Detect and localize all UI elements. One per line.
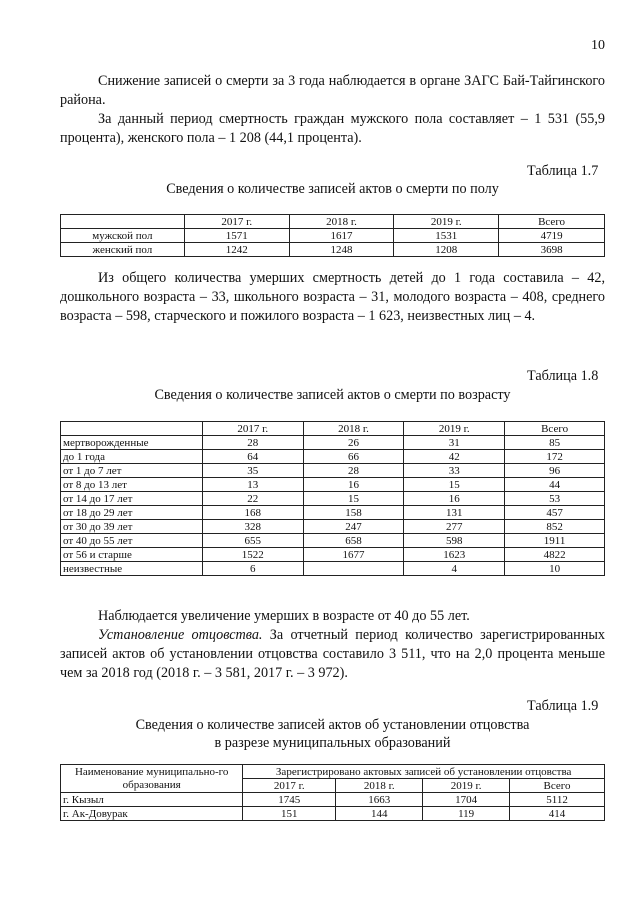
table-cell bbox=[303, 562, 404, 576]
table-row bbox=[61, 436, 605, 450]
table-cell: 1522 bbox=[202, 548, 303, 562]
table-header-cell: Всего bbox=[499, 215, 605, 229]
row-label: женский пол bbox=[61, 243, 185, 257]
table-cell: 655 bbox=[202, 534, 303, 548]
table-1-9 bbox=[60, 764, 605, 821]
table-cell: 6 bbox=[202, 562, 303, 576]
table-header-cell: Всего bbox=[505, 422, 605, 436]
table-cell: 1677 bbox=[303, 548, 404, 562]
table-header-row bbox=[61, 765, 605, 779]
row-label: от 8 до 13 лет bbox=[61, 478, 203, 492]
table-cell: 16 bbox=[404, 492, 505, 506]
table-cell: 85 bbox=[505, 436, 605, 450]
table-cell: 22 bbox=[202, 492, 303, 506]
table-header-cell bbox=[61, 215, 185, 229]
row-label: мужской пол bbox=[61, 229, 185, 243]
paragraph-5 bbox=[60, 626, 605, 683]
table-cell: 4822 bbox=[505, 548, 605, 562]
table-cell: 28 bbox=[303, 464, 404, 478]
table-cell: 168 bbox=[202, 506, 303, 520]
row-label: г. Кызыл bbox=[61, 793, 243, 807]
table-cell: 15 bbox=[303, 492, 404, 506]
table-header-row bbox=[61, 215, 605, 229]
table-header-cell: 2019 г. bbox=[423, 779, 510, 793]
paragraph-1: Снижение записей о смерти за 3 года наблюдается в органе ЗАГС Бай-Тайгинского района. bbox=[60, 73, 605, 108]
paragraph-5-text: За отчетный период количество зарегистрированных записей актов об установлении отцовства составило 3 511, что на 2,0 процента меньше чем за 2018 год (2018 г. – 3 581, 2017 г. – 3 972). bbox=[60, 627, 605, 681]
table-cell: 328 bbox=[202, 520, 303, 534]
table-header-cell: 2019 г. bbox=[404, 422, 505, 436]
table-cell: 1248 bbox=[289, 243, 394, 257]
header-municipality: Наименование муниципально-го образования bbox=[61, 765, 243, 793]
table-cell: 13 bbox=[202, 478, 303, 492]
table-header-cell: 2019 г. bbox=[394, 215, 499, 229]
table-header-cell: 2018 г. bbox=[289, 215, 394, 229]
page-number: 10 bbox=[591, 38, 605, 53]
table-1-9-label: Таблица 1.9 bbox=[527, 698, 599, 714]
table-header-cell bbox=[61, 422, 203, 436]
table-cell: 10 bbox=[505, 562, 605, 576]
table-row bbox=[61, 534, 605, 548]
row-label: от 1 до 7 лет bbox=[61, 464, 203, 478]
table-row bbox=[61, 506, 605, 520]
table-row bbox=[61, 464, 605, 478]
paternity-heading: Установление отцовства. bbox=[98, 627, 263, 643]
table-row bbox=[61, 520, 605, 534]
row-label: от 40 до 55 лет bbox=[61, 534, 203, 548]
table-cell: 1617 bbox=[289, 229, 394, 243]
table-cell: 1208 bbox=[394, 243, 499, 257]
table-header-cell: 2017 г. bbox=[243, 779, 336, 793]
table-cell: 66 bbox=[303, 450, 404, 464]
row-label: от 14 до 17 лет bbox=[61, 492, 203, 506]
table-cell: 33 bbox=[404, 464, 505, 478]
table-cell: 53 bbox=[505, 492, 605, 506]
table-1-9-title-2: в разрезе муниципальных образований bbox=[214, 735, 451, 751]
table-cell: 15 bbox=[404, 478, 505, 492]
header-registered: Зарегистрировано актовых записей об установлении отцовства bbox=[243, 765, 605, 779]
table-header-cell: 2017 г. bbox=[184, 215, 289, 229]
table-cell: 1531 bbox=[394, 229, 499, 243]
table-cell: 4 bbox=[404, 562, 505, 576]
table-1-8 bbox=[60, 421, 605, 576]
table-cell: 5112 bbox=[510, 793, 605, 807]
table-cell: 1704 bbox=[423, 793, 510, 807]
row-label: до 1 года bbox=[61, 450, 203, 464]
table-header-cell: 2018 г. bbox=[336, 779, 423, 793]
table-cell: 96 bbox=[505, 464, 605, 478]
table-cell: 131 bbox=[404, 506, 505, 520]
table-cell: 158 bbox=[303, 506, 404, 520]
table-cell: 1663 bbox=[336, 793, 423, 807]
paragraph-4: Наблюдается увеличение умерших в возрасте от 40 до 55 лет. bbox=[98, 608, 470, 624]
table-1-9-title-1: Сведения о количестве записей актов об установлении отцовства bbox=[135, 717, 530, 733]
row-label: от 56 и старше bbox=[61, 548, 203, 562]
row-label: мертворожденные bbox=[61, 436, 203, 450]
table-cell: 1242 bbox=[184, 243, 289, 257]
table-cell: 3698 bbox=[499, 243, 605, 257]
table-cell: 28 bbox=[202, 436, 303, 450]
table-cell: 26 bbox=[303, 436, 404, 450]
table-cell: 277 bbox=[404, 520, 505, 534]
row-label: от 30 до 39 лет bbox=[61, 520, 203, 534]
table-1-8-title: Сведения о количестве записей актов о смерти по возрасту bbox=[154, 387, 511, 403]
table-cell: 658 bbox=[303, 534, 404, 548]
table-cell: 1571 bbox=[184, 229, 289, 243]
table-1-7-label: Таблица 1.7 bbox=[527, 163, 599, 179]
table-cell: 414 bbox=[510, 807, 605, 821]
table-cell: 1745 bbox=[243, 793, 336, 807]
table-row bbox=[61, 478, 605, 492]
table-cell: 144 bbox=[336, 807, 423, 821]
table-row bbox=[61, 562, 605, 576]
row-label: г. Ак-Довурак bbox=[61, 807, 243, 821]
table-cell: 457 bbox=[505, 506, 605, 520]
table-cell: 151 bbox=[243, 807, 336, 821]
table-1-7 bbox=[60, 214, 605, 257]
table-1-7-title: Сведения о количестве записей актов о смерти по полу bbox=[166, 181, 499, 197]
table-cell: 16 bbox=[303, 478, 404, 492]
paragraph-2: За данный период смертность граждан мужского пола составляет – 1 531 (55,9 процента), женского пола – 1 208 (44,1 процента). bbox=[60, 111, 605, 146]
table-cell: 42 bbox=[404, 450, 505, 464]
table-row bbox=[61, 243, 605, 257]
table-cell: 172 bbox=[505, 450, 605, 464]
table-cell: 1911 bbox=[505, 534, 605, 548]
table-1-8-label: Таблица 1.8 bbox=[527, 368, 599, 384]
table-cell: 64 bbox=[202, 450, 303, 464]
table-row bbox=[61, 807, 605, 821]
table-cell: 35 bbox=[202, 464, 303, 478]
table-cell: 119 bbox=[423, 807, 510, 821]
table-cell: 44 bbox=[505, 478, 605, 492]
table-row bbox=[61, 229, 605, 243]
table-cell: 31 bbox=[404, 436, 505, 450]
table-cell: 598 bbox=[404, 534, 505, 548]
table-header-cell: Всего bbox=[510, 779, 605, 793]
table-cell: 852 bbox=[505, 520, 605, 534]
table-cell: 4719 bbox=[499, 229, 605, 243]
table-header-cell: 2017 г. bbox=[202, 422, 303, 436]
table-header-cell: 2018 г. bbox=[303, 422, 404, 436]
paragraph-3: Из общего количества умерших смертность детей до 1 года составила – 42, дошкольного возраста – 33, школьного возраста – 31, молодого возраста – 408, среднего возраста – 598, старческого и пожилого возраста – 1 623, неизвестных лиц – 4. bbox=[60, 270, 605, 324]
row-label: от 18 до 29 лет bbox=[61, 506, 203, 520]
table-cell: 1623 bbox=[404, 548, 505, 562]
table-row bbox=[61, 492, 605, 506]
table-cell: 247 bbox=[303, 520, 404, 534]
table-header-row bbox=[61, 422, 605, 436]
row-label: неизвестные bbox=[61, 562, 203, 576]
table-row bbox=[61, 793, 605, 807]
table-row bbox=[61, 548, 605, 562]
table-row bbox=[61, 450, 605, 464]
